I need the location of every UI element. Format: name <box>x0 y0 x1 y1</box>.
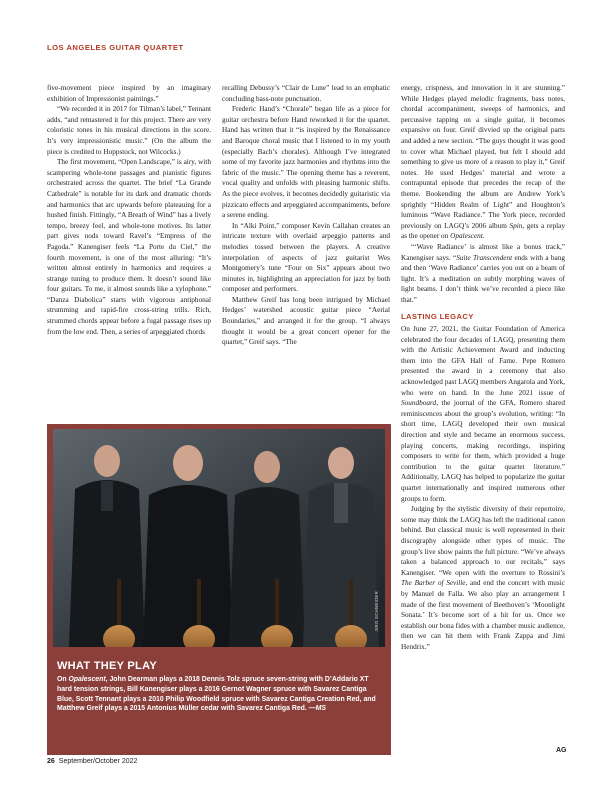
paragraph: The first movement, “Open Landscape,” is airy, with scampering whole-tone passages and pianistic figures orchestrated across the quartet. The brief “La Grande Cathedrale” is notable for its dark and dramatic chords and harmonics that arc upwards before plateauing for a hushed finish. Fittingly, “A Breath of Wind” has a lively tempo, breezy feel, and whole-tone motives. Its latter part gives nods toward Ravel’s “Empress of the Pagoda.” Kanengiser feels “La Porte du Ciel,” the fourth movement, is one of the most alluring: “It’s written almost entirely in harmonics and requires a strange tuning to produce them. It doesn’t sound like four guitars. To me, it almost sounds like a xylophone.” “Danza Diabolica” starts with vigorous antiphonal strumming and rapid-fire cross-string trills. Rich, strummed chords appear before a fugal passage rises up from the low end. Then, a series of arpeggiated chords <box>47 158 211 336</box>
quartet-photo-illustration <box>53 429 385 647</box>
photo-credit: JIRO SCHNEIDER <box>374 590 379 631</box>
section-heading: LASTING LEGACY <box>401 312 474 322</box>
end-mark: AG <box>556 747 567 754</box>
column-1 <box>47 83 211 337</box>
paragraph: “‘Wave Radiance’ is almost like a bonus track,” Kanengiser says. “Suite Transcendent ends with a bang and then ‘Wave Radiance’ carries you out on a beam of light. It’s a meditation on subtly morphing waves of light beams. I don’t think we’ve recorded a piece like that.” <box>401 242 565 304</box>
caption-body: On Opalescent, John Dearman plays a 2018 Dennis Tolz spruce seven-string with D’Addario XT hard tension strings, Bill Kanengiser plays a 2016 Gernot Wagner spruce with Savarez Cantiga Blue, Scott Tennant plays a 2010 Philip Woodfield spruce with Savarez Cantiga Creation Red, and Matthew Greif plays a 2015 Antonius Müller cedar with Savarez Cantiga Red. —MS <box>57 676 376 713</box>
running-header: LOS ANGELES GUITAR QUARTET <box>47 43 184 52</box>
column-3 <box>401 83 565 652</box>
paragraph: energy, crispness, and innovation in it are stunning.” While Hedges played melodic fragments, bass notes, chordal accompaniment, sweeps of harmonics, and percussive tapping on a single guitar, it becomes expansive on four. Greif divvied up the original parts and added a new section. “The guys thought it was good to cover what Michael played, but felt I should add something to give us more of a reason to play it,” Greif notes. He used Hedges’ material and wrote a contrapuntal episode that precedes the recap of the theme. Bookending the album are Andrew York’s sprightly “Hidden Realm of Light” and Houghton’s luminous “Wave Radiance.” The York piece, recorded previously on LAGQ’s 2006 album Spin, gets a replay as the opener on Opalescent. <box>401 84 565 241</box>
paragraph: “We recorded it in 2017 for Tilman’s label,” Tennant adds, “and remastered it for this project. There are very coloristic tones in his musical directions in the score. It’s very impressionistic music.” (On the album the piece is credited to Hoppstock, not Wilcocks.) <box>47 105 211 156</box>
paragraph: In “Alki Point,” composer Kevin Callahan creates an intricate texture with overlaid arpeggio patterns and melodies tossed between the players. A creative interpolation of aspects of jazz guitarist Wes Montgomery’s tune “Four on Six” appears about two minutes in, highlighting an appreciation for jazz by both composer and performers. <box>222 221 390 294</box>
quartet-photo <box>53 429 385 647</box>
paragraph: Matthew Greif has long been intrigued by Michael Hedges’ watershed acoustic guitar piece “Aerial Boundaries,” and arranged it for the group. “I always thought it would be a great concert opener for the quartet,” Greif says. “The <box>222 295 390 347</box>
column-2 <box>222 83 390 348</box>
page-number: 26 <box>47 758 55 765</box>
paragraph: five-movement piece inspired by an imaginary exhibition of Impressionist paintings.” <box>47 84 211 103</box>
paragraph: Frederic Hand’s “Chorale” began life as a piece for guitar orchestra before Hand reworked it for the quartet. Hand has written that it “is inspired by the Renaissance and Baroque choral music that I listened to in my youth (especially Bach’s chorales). Although I’ve integrated some of my favorite jazz harmonies and rhythms into the fabric of the music.” The opening theme has a reverent, vocal quality and unfolds with pleasing harmonic shifts. As the piece evolves, it becomes decidedly guitaristic via pizzicato effects and arpeggiated accompaniments, before a serene ending. <box>222 105 390 220</box>
caption-title: WHAT THEY PLAY <box>57 660 157 672</box>
photo-sidebar-box <box>47 424 391 755</box>
page-footer <box>47 758 137 765</box>
paragraph: recalling Debussy’s “Clair de Lune” lead to an emphatic concluding bass-note punctuation. <box>222 84 390 103</box>
issue-date: September/October 2022 <box>58 758 138 765</box>
paragraph: Judging by the stylistic diversity of their repertoire, some may think the LAGQ has left the traditional canon behind. But classical music is well represented in their discography alongside other types of music. The group’s live show paints the full picture. “We’ve always taken a balanced approach to our recitals,” says Kanengiser. “We open with the overture to Rossini’s The Barber of Seville, and end the concert with music by Manuel de Falla. We also play an arrangement I made of the first movement of Beethoven’s ‘Moonlight Sonata.’ It’s become sort of a hit for us. Once we establish our bona fides with a chamber music audience, then we can hit them with Frank Zappa and Jimi Hendrix.” <box>401 505 565 651</box>
paragraph: On June 27, 2021, the Guitar Foundation of America celebrated the four decades of LAGQ, presenting them with the Artistic Achievement Award and inducting them into the GFA Hall of Fame. Pepe Romero presented the award in a ceremony that also acknowledged past LAGQ members Angarola and York, who were on hand. In the June 2021 issue of Soundboard, the journal of the GFA, Romero shared reminiscences about the group’s evolution, writing: “In short time, LAGQ developed their own musical direction and style and became an enormous success, playing concerts, making recordings, inspiring composers to write for them, which provided a huge contribution to the guitar quartet literature.” Additionally, LAGQ has helped to popularize the guitar quartet internationally and inspired numerous other groups to form. <box>401 325 565 503</box>
